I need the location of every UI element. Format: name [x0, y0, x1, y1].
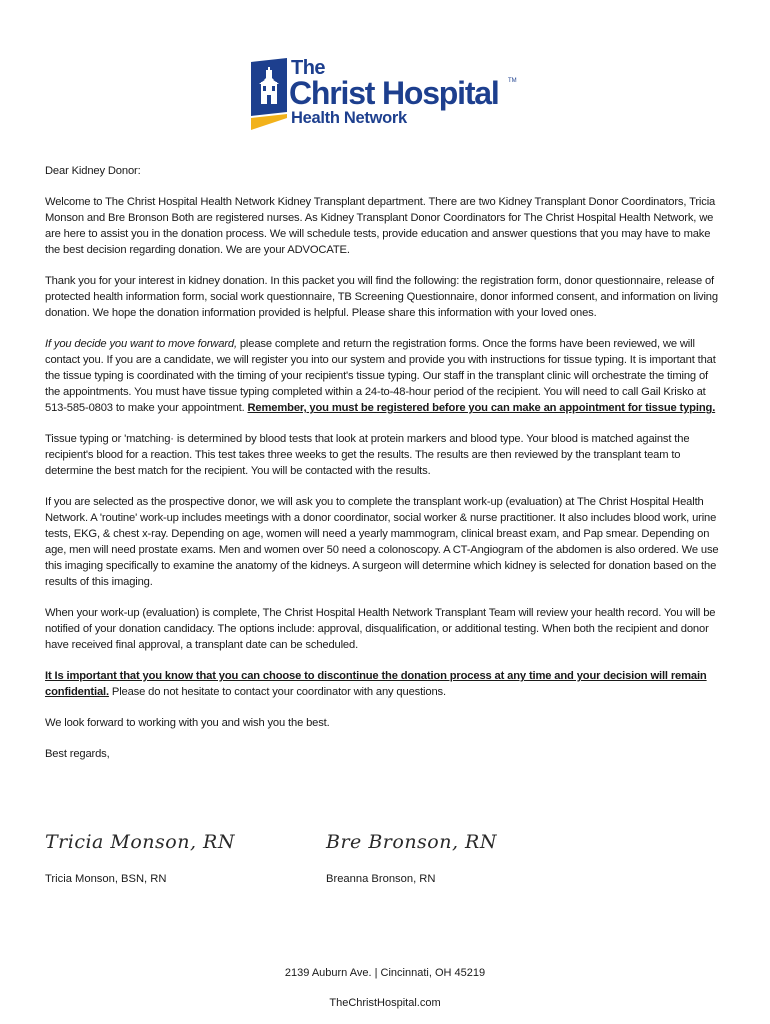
paragraph-work-up: If you are selected as the prospective donor, we will ask you to complete the transplant work-up (evaluation) at The Christ Hospital Health Network. A 'routine' work-up includes meetings with a donor coordinator, social worker & nurse practitioner. It also includes blood work, urine tests, EKG, & chest x-ray. Depending on age, women will need a yearly mammogram, clinical breast exam, and Pap smear. Depending on age, men will need prostate exams. Men and women over 50 need a colonoscopy. A CT-Angiogram of the abdomen is also ordered. We use this imaging specifically to examine the anatomy of the kidneys. A surgeon will determine which kidney is selected for donation based on the results of this imaging. — [45, 496, 719, 588]
name-breanna: Breanna Bronson, RN — [326, 873, 436, 885]
paragraph-confidential — [45, 668, 725, 700]
paragraph-tissue-typing: Tissue typing or 'matching· is determined by blood tests that look at protein markers and blood type. Your blood is matched against the recipient's blood for a reaction. This test takes three weeks to get the results. The results are then reviewed by the transplant team to determine the best match for the recipient. You will be contacted with the results. — [45, 433, 690, 477]
letter-body — [45, 163, 725, 777]
paragraph-look-forward: We look forward to working with you and wish you the best. — [45, 717, 330, 729]
paragraph-packet: Thank you for your interest in kidney donation. In this packet you will find the following: the registration form, donor questionnaire, release of protected health information form, social work questionnaire, TB Screening Questionnaire, donor informed consent, and information on living donation. We hope the donation information provided is helpful. Please share this information with your loved ones. — [45, 275, 718, 319]
paragraph-welcome: Welcome to The Christ Hospital Health Network Kidney Transplant department. There are two Kidney Transplant Donor Coordinators, Tricia Monson and Bre Bronson Both are registered nurses. As Kidney Transplant Donor Coordinators for The Christ Hospital Health Network, we are here to assist you in the donation process. We will schedule tests, provide education and answer questions that you may have to make the best decision regarding donation. We are your ADVOCATE. — [45, 196, 716, 256]
paragraph-move-forward — [45, 336, 725, 416]
footer-website: TheChristHospital.com — [329, 997, 441, 1009]
footer-address: 2139 Auburn Ave. | Cincinnati, OH 45219 — [284, 967, 486, 979]
logo-health-network: Health Network — [291, 109, 407, 127]
closing: Best regards, — [45, 748, 110, 760]
church-emblem-icon — [251, 58, 287, 130]
logo-trademark: TM — [508, 78, 517, 84]
confidential-text: Please do not hesitate to contact your coordinator with any questions. — [108, 686, 446, 698]
logo-the: The — [291, 57, 326, 79]
greeting: Dear Kidney Donor: — [45, 165, 141, 177]
signature-bre: Bre Bronson, RN — [326, 831, 497, 853]
confidential-notice: It Is important that you know that you can choose to discontinue the donation process at any time and your decision will remain confidential. — [45, 670, 707, 698]
logo-christ-hospital: Christ Hospital — [289, 75, 499, 111]
signature-tricia: Tricia Monson, RN — [45, 831, 235, 853]
registration-reminder: Remember, you must be registered before you can make an appointment for tissue typing. — [247, 402, 716, 414]
hospital-logo — [251, 58, 526, 130]
name-tricia: Tricia Monson, BSN, RN — [45, 873, 167, 885]
paragraph-evaluation-complete: When your work-up (evaluation) is complete, The Christ Hospital Health Network Transplant Team will review your health record. You will be notified of your donation candidacy. The options include: approval, disqualification, or additional testing. When both the recipient and donor have received final approval, a transplant date can be scheduled. — [45, 607, 716, 651]
move-forward-italic: If you decide you want to move forward, — [45, 338, 237, 350]
move-forward-text: please complete and return the registration forms. Once the forms have been reviewed, we will contact you. If you are a candidate, we will register you into our system and provide you with instructions for tissue typing. It is important that the tissue typing is coordinated with the timing of your recipient's tissue typing. Our staff in the transplant clinic will orchestrate the timing of the appointments. You must have tissue typing completed within a 24-to-48-hour period of the recipient. You will need to call Gail Krisko at 513-585-0803 to make your appointment. — [45, 338, 716, 414]
